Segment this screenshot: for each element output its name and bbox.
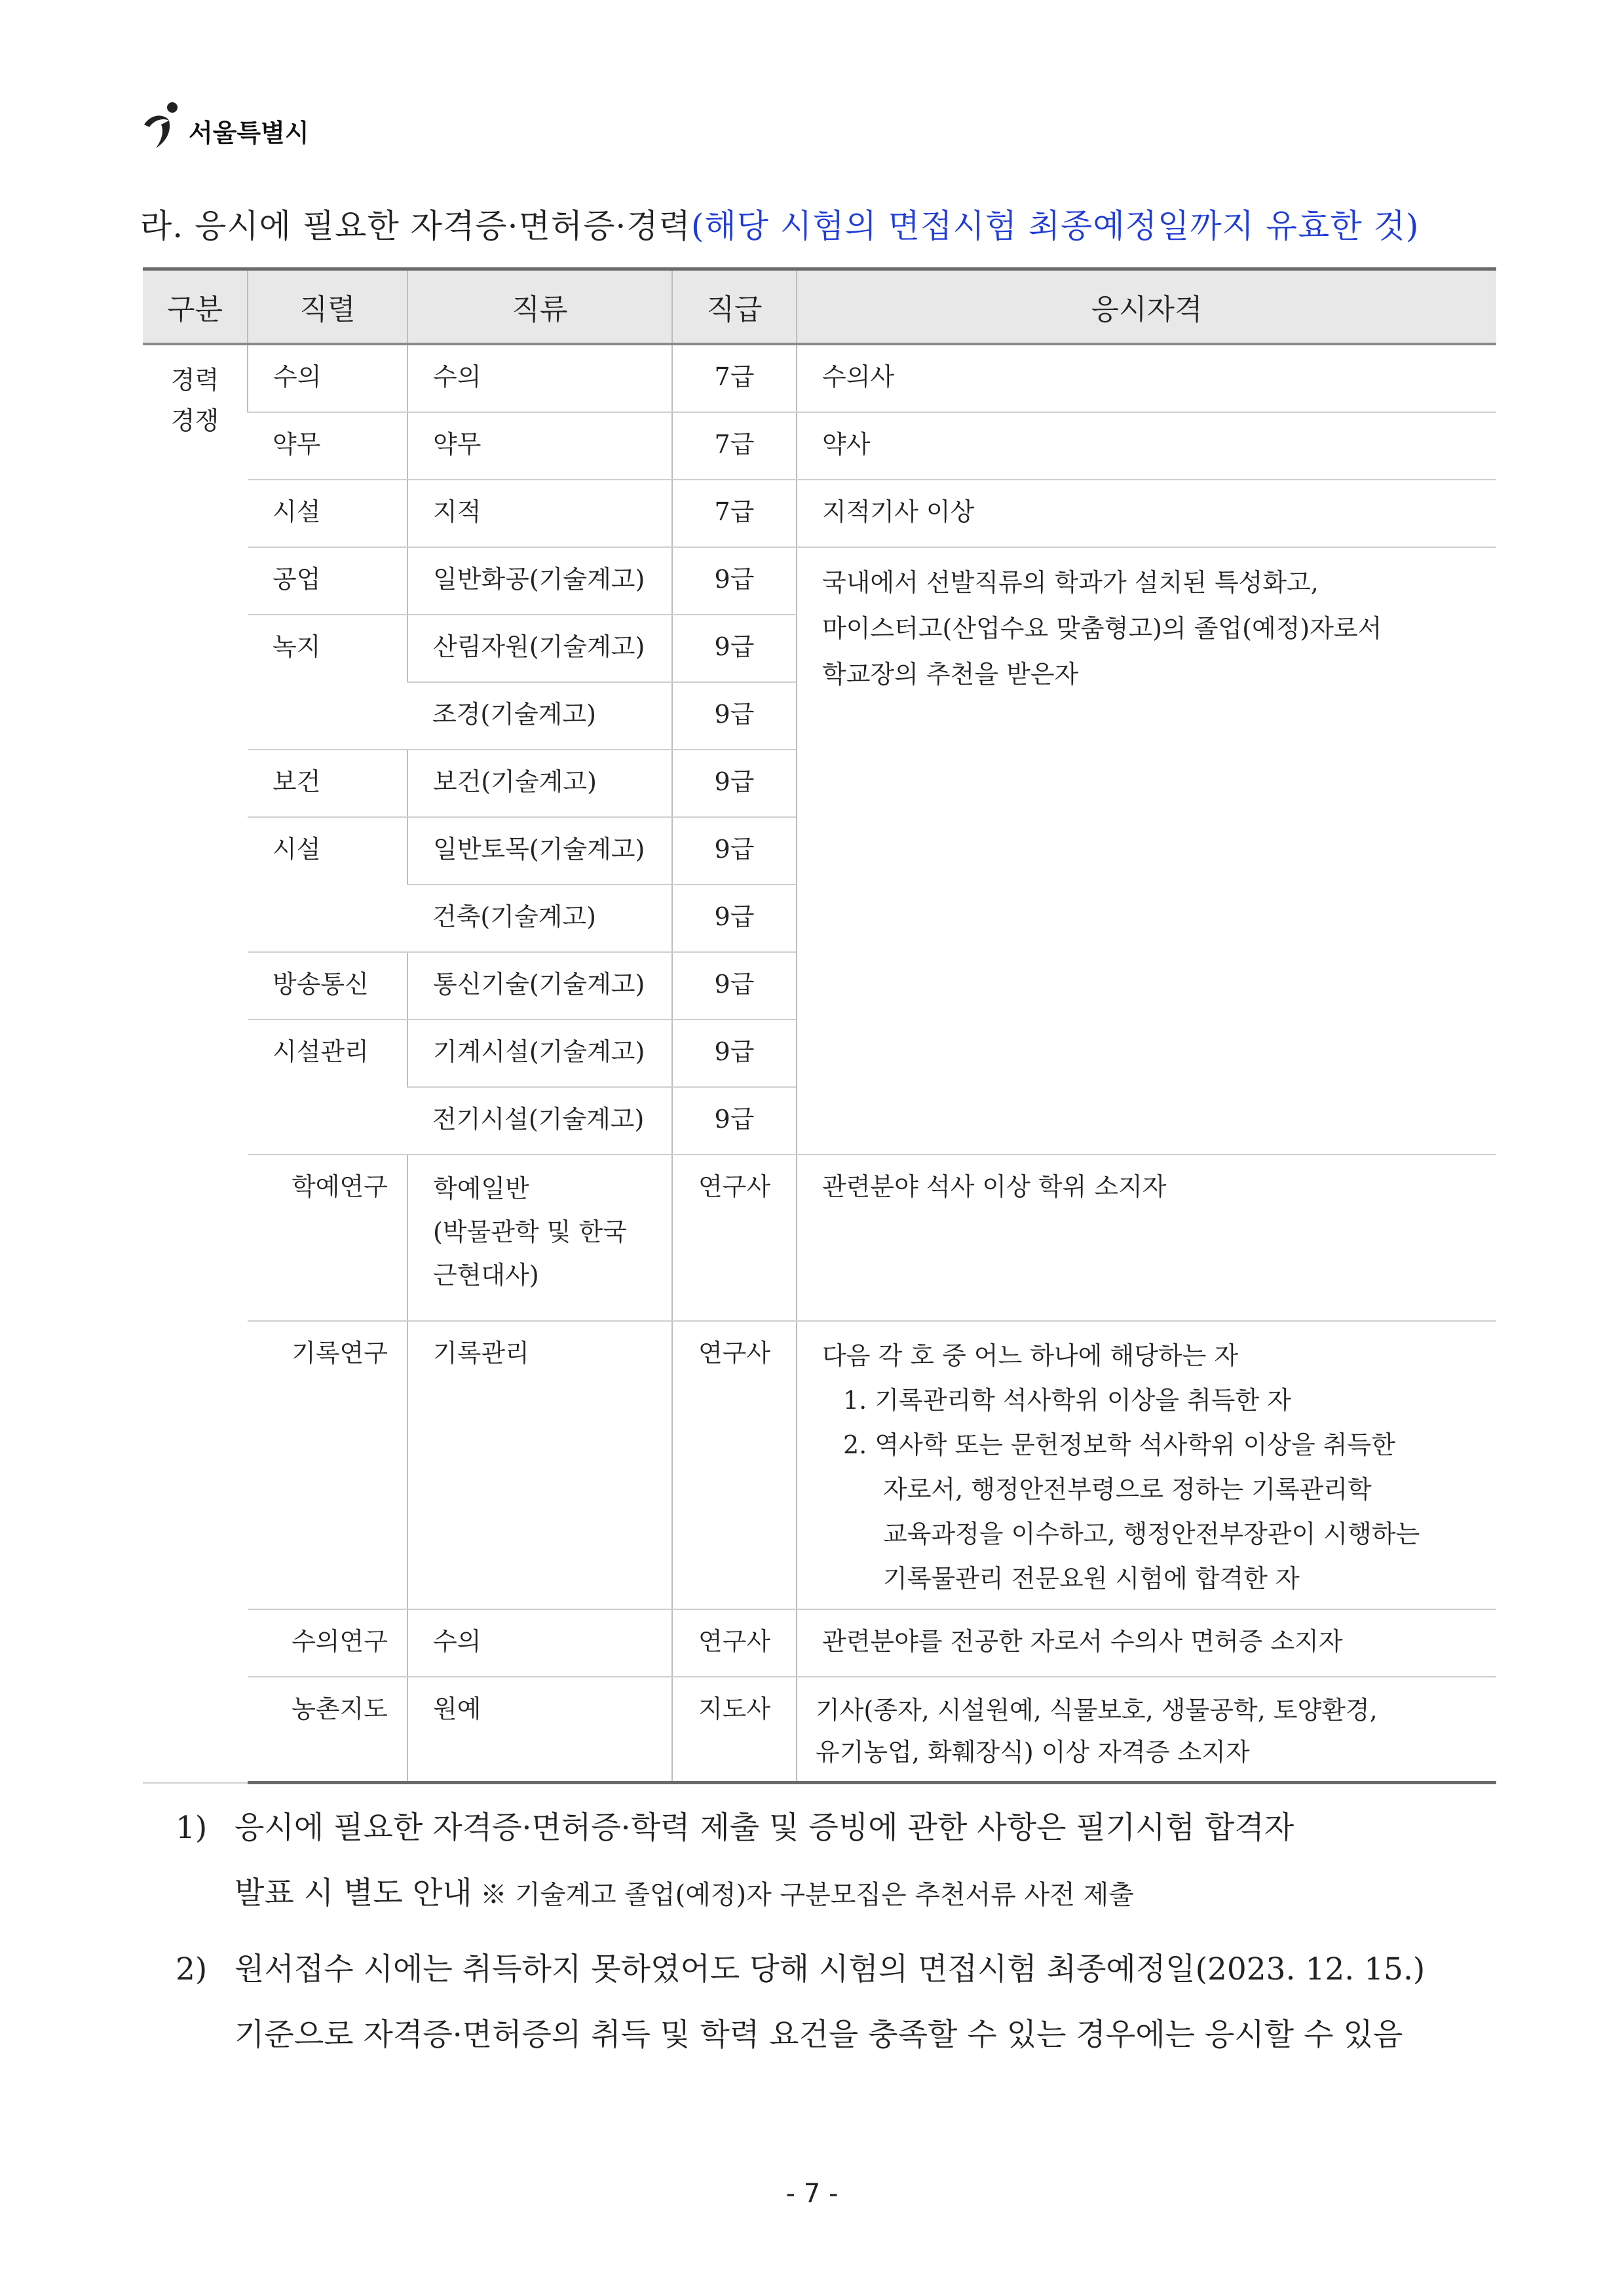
rank-cell: 방송통신 <box>248 952 407 1020</box>
rank-cell: 시설 <box>248 817 407 952</box>
grade-cell: 9급 <box>672 952 797 1020</box>
grade-cell: 9급 <box>672 547 797 615</box>
table-row <box>143 1321 1496 1609</box>
section-title <box>140 200 1419 247</box>
field-cell: 기록관리 <box>407 1321 672 1609</box>
grade-cell: 9급 <box>672 750 797 817</box>
rank-cell: 수의 <box>248 344 407 412</box>
grade-cell: 9급 <box>672 1020 797 1087</box>
rank-cell: 농촌지도 <box>248 1677 407 1783</box>
header-qualification: 응시자격 <box>797 269 1496 345</box>
table-row <box>143 547 1496 615</box>
qualification-cell: 수의사 <box>797 344 1496 412</box>
rank-cell: 수의연구 <box>248 1609 407 1677</box>
field-cell: 전기시설(기술계고) <box>407 1087 672 1155</box>
field-cell: 약무 <box>407 412 672 480</box>
field-cell: 일반화공(기술계고) <box>407 547 672 615</box>
seoul-symbol-icon <box>140 98 186 151</box>
field-cell: 수의 <box>407 1609 672 1677</box>
qualification-intro: 다음 각 호 중 어느 하나에 해당하는 자 <box>822 1341 1239 1370</box>
qualification-cell: 관련분야를 전공한 자로서 수의사 면허증 소지자 <box>797 1609 1496 1677</box>
rank-cell: 기록연구 <box>248 1321 407 1609</box>
note-item <box>176 1795 1499 1928</box>
qualification-cell: 기사(종자, 시설원예, 식물보호, 생물공학, 토양환경, 유기농업, 화훼장식) 이상 자격증 소지자 <box>797 1677 1496 1783</box>
note-remark: ※ 기술계고 졸업(예정)자 구분모집은 추천서류 사전 제출 <box>472 1880 1134 1910</box>
grade-cell: 연구사 <box>672 1321 797 1609</box>
section-title-note: (해당 시험의 면접시험 최종예정일까지 유효한 것) <box>690 207 1420 245</box>
rank-cell: 학예연구 <box>248 1155 407 1321</box>
header-grade: 직급 <box>672 269 797 345</box>
field-cell: 지적 <box>407 480 672 547</box>
table-row <box>143 1609 1496 1677</box>
rank-cell: 보건 <box>248 750 407 817</box>
field-cell: 학예일반 (박물관학 및 한국 근현대사) <box>407 1155 672 1321</box>
note-number: 1) <box>176 1810 208 1846</box>
qualification-cell: 관련분야 석사 이상 학위 소지자 <box>797 1155 1496 1321</box>
header-field: 직류 <box>407 269 672 345</box>
grade-cell: 9급 <box>672 682 797 750</box>
grade-cell: 지도사 <box>672 1677 797 1783</box>
qualification-cell: 약사 <box>797 412 1496 480</box>
note-text: 원서접수 시에는 취득하지 못하였어도 당해 시험의 면접시험 최종예정일(2023. 12. 15.) <box>235 1951 1426 1987</box>
field-cell: 원예 <box>407 1677 672 1783</box>
table-row <box>143 1677 1496 1783</box>
qualification-item-continued: 자로서, 행정안전부령으로 정하는 기록관리학 교육과정을 이수하고, 행정안전부장관이 시행하는 기록물관리 전문요원 시험에 합격한 자 <box>883 1475 1420 1593</box>
field-cell: 건축(기술계고) <box>407 885 672 952</box>
table-header-row <box>143 269 1496 345</box>
rank-cell: 공업 <box>248 547 407 615</box>
field-cell: 산림자원(기술계고) <box>407 615 672 682</box>
field-cell: 수의 <box>407 344 672 412</box>
field-cell: 기계시설(기술계고) <box>407 1020 672 1087</box>
grade-cell: 9급 <box>672 885 797 952</box>
rank-cell: 약무 <box>248 412 407 480</box>
qualification-table <box>143 267 1496 1784</box>
field-cell: 일반토목(기술계고) <box>407 817 672 885</box>
rank-cell: 시설 <box>248 480 407 547</box>
rank-cell: 시설관리 <box>248 1020 407 1155</box>
seoul-logo <box>140 98 309 151</box>
qualification-item: 2. 역사학 또는 문헌정보학 석사학위 이상을 취득한 <box>843 1430 1395 1459</box>
grade-cell: 7급 <box>672 412 797 480</box>
header-rank: 직렬 <box>248 269 407 345</box>
grade-cell: 9급 <box>672 817 797 885</box>
note-text-continued: 발표 시 별도 안내 <box>235 1875 472 1911</box>
grade-cell: 연구사 <box>672 1155 797 1321</box>
grade-cell: 9급 <box>672 615 797 682</box>
qualification-cell: 지적기사 이상 <box>797 480 1496 547</box>
notes-section <box>176 1795 1499 2068</box>
tech-school-qualification-cell: 국내에서 선발직류의 학과가 설치된 특성화고, 마이스터고(산업수요 맞춤형고)의 졸업(예정)자로서 학교장의 추천을 받은자 <box>797 547 1496 1155</box>
grade-cell: 9급 <box>672 1087 797 1155</box>
page-number: - 7 - <box>785 2179 839 2209</box>
table-row <box>143 480 1496 547</box>
note-text-continued: 기준으로 자격증·면허증의 취득 및 학력 요건을 충족할 수 있는 경우에는 응시할 수 있음 <box>235 2017 1403 2053</box>
rank-cell: 녹지 <box>248 615 407 750</box>
qualification-cell <box>797 1321 1496 1609</box>
note-item <box>176 1937 1499 2068</box>
note-text: 응시에 필요한 자격증·면허증·학력 제출 및 증빙에 관한 사항은 필기시험 합격자 <box>235 1810 1294 1846</box>
field-cell: 조경(기술계고) <box>407 682 672 750</box>
section-title-text: 라. 응시에 필요한 자격증·면허증·경력 <box>140 207 691 245</box>
grade-cell: 연구사 <box>672 1609 797 1677</box>
field-cell: 통신기술(기술계고) <box>407 952 672 1020</box>
note-number: 2) <box>176 1951 208 1987</box>
table-row <box>143 344 1496 412</box>
header-category: 구분 <box>143 269 248 345</box>
grade-cell: 7급 <box>672 480 797 547</box>
table-row <box>143 1155 1496 1321</box>
org-name: 서울특별시 <box>189 118 309 147</box>
grade-cell: 7급 <box>672 344 797 412</box>
table-row <box>143 412 1496 480</box>
qualification-item: 1. 기록관리학 석사학위 이상을 취득한 자 <box>843 1386 1291 1415</box>
category-cell: 경력 경쟁 <box>143 344 248 1783</box>
field-cell: 보건(기술계고) <box>407 750 672 817</box>
